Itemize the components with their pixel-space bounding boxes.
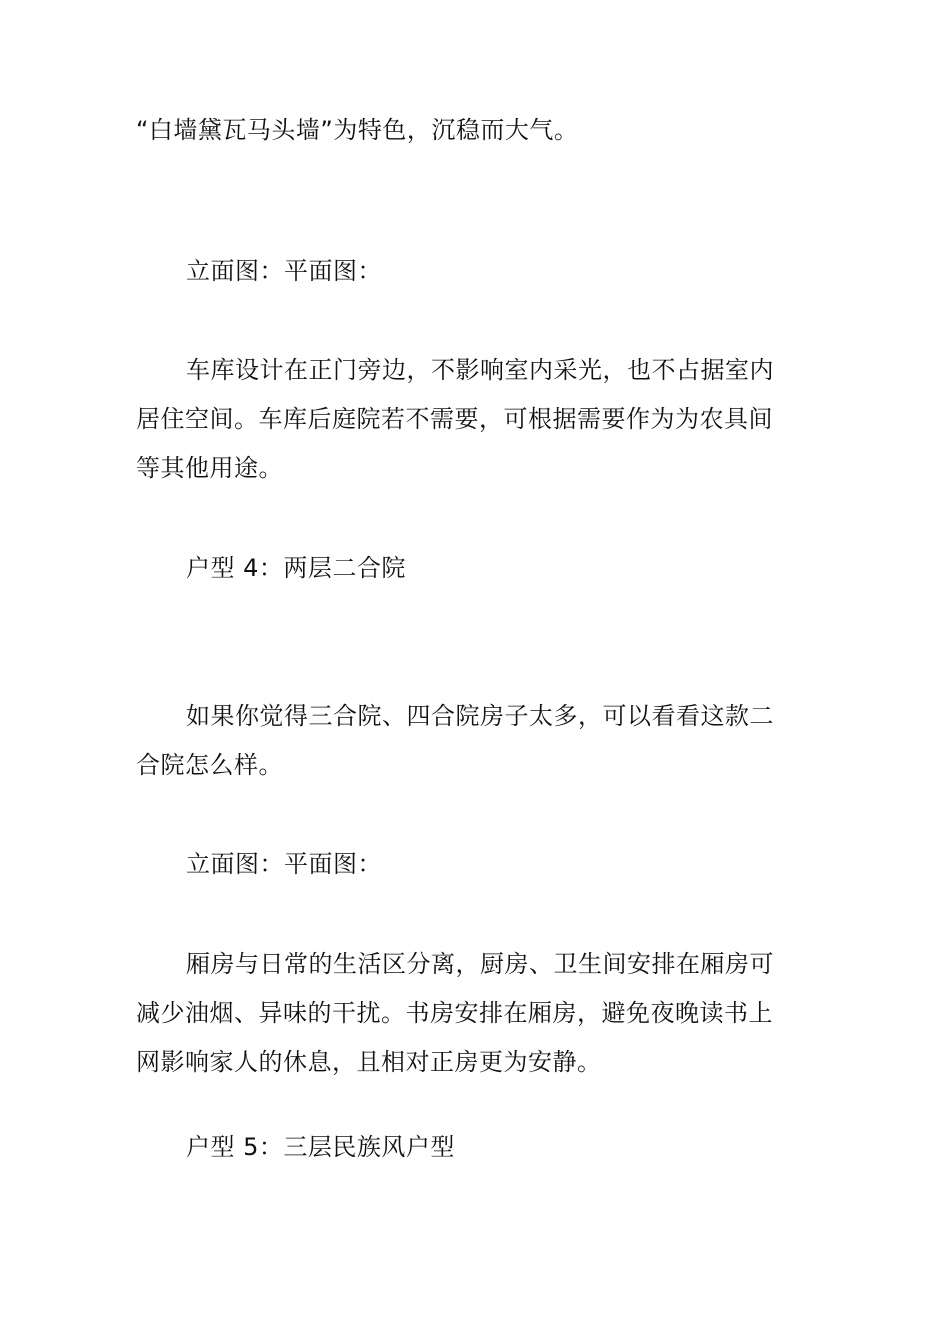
paragraph-wing-room-description: 厢房与日常的生活区分离，厨房、卫生间安排在厢房可减少油烟、异味的干扰。书房安排在厢房，避免夜晚读书上网影响家人的休息，且相对正房更为安静。 [136, 950, 774, 1076]
heading-house-type-5: 户型 5：三层民族风户型 [186, 1133, 455, 1161]
heading-house-type-4: 户型 4：两层二合院 [186, 554, 406, 582]
paragraph-two-courtyard-intro: 如果你觉得三合院、四合院房子太多，可以看看这款二合院怎么样。 [136, 702, 774, 779]
paragraph-style-intro: “白墙黛瓦马头墙”为特色，沉稳而大气。 [136, 116, 579, 144]
paragraph-garage-description: 车库设计在正门旁边，不影响室内采光，也不占据室内居住空间。车库后庭院若不需要，可根据需要作为为农具间等其他用途。 [136, 356, 774, 482]
paragraph-elevation-plan-2: 立面图：平面图： [186, 850, 382, 878]
paragraph-elevation-plan-1: 立面图：平面图： [186, 257, 382, 285]
